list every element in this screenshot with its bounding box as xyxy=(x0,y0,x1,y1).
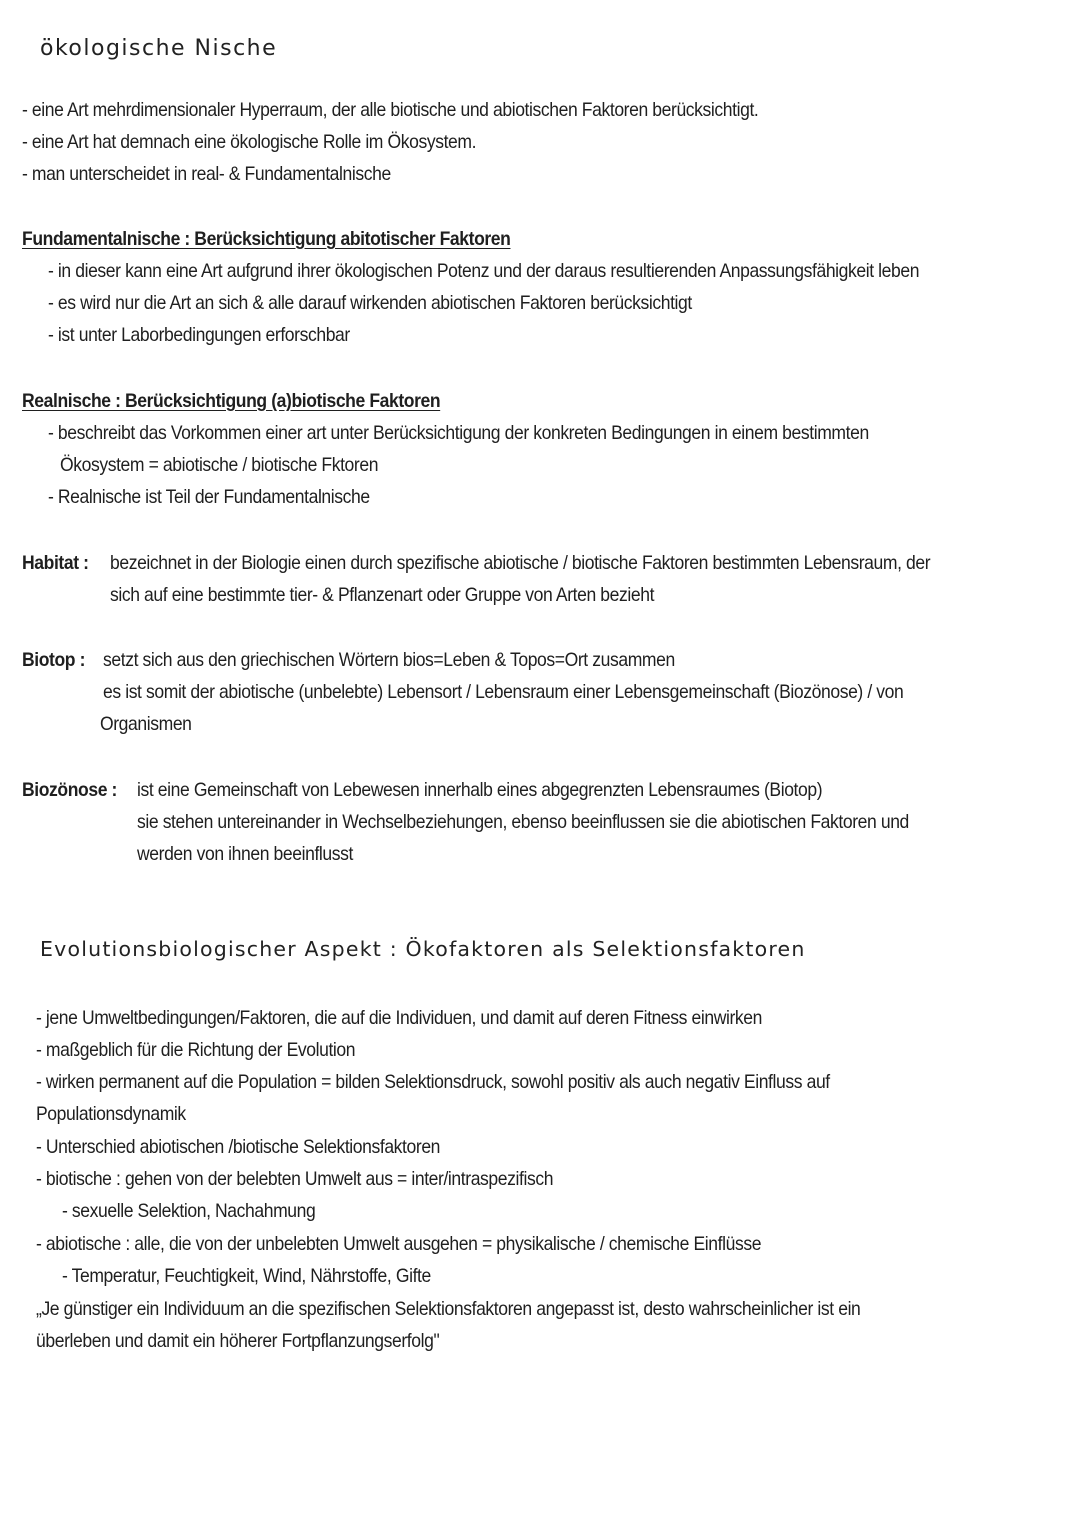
evolution-line-4: Populationsdynamik xyxy=(36,1103,186,1125)
biozoenose-line-1: ist eine Gemeinschaft von Lebewesen innerhalb eines abgegrenzten Lebensraumes (Biotop) xyxy=(137,779,823,801)
biotop-line-2: es ist somit der abiotische (unbelebte) Lebensort / Lebensraum einer Lebensgemeinschaft (Biozönose) / von xyxy=(103,681,904,703)
evolution-line-1: - jene Umweltbedingungen/Faktoren, die auf die Individuen, und damit auf deren Fitness einwirken xyxy=(36,1007,762,1029)
evolution-quote-line-1: „Je günstiger ein Individuum an die spezifischen Selektionsfaktoren angepasst ist, desto wahrscheinlicher ist ein xyxy=(36,1298,861,1320)
nische-bullet-1: - eine Art mehrdimensionaler Hyperraum, der alle biotische und abiotischen Faktoren berücksichtigt. xyxy=(22,99,759,121)
biozoenose-term: Biozönose : xyxy=(22,779,117,801)
fundamentalnische-line-1: - in dieser kann eine Art aufgrund ihrer ökologischen Potenz und der daraus resultierenden Anpassungsfähigkeit leben xyxy=(48,260,920,282)
nische-bullet-2: - eine Art hat demnach eine ökologische Rolle im Ökosystem. xyxy=(22,131,477,153)
evolution-line-6: - biotische : gehen von der belebten Umwelt aus = inter/intraspezifisch xyxy=(36,1168,554,1190)
evolution-line-8: - abiotische : alle, die von der unbelebten Umwelt ausgehen = physikalische / chemische Einflüsse xyxy=(36,1233,762,1255)
biozoenose-line-2: sie stehen untereinander in Wechselbeziehungen, ebenso beeinflussen sie die abiotischen Faktoren und xyxy=(137,811,909,833)
biotop-line-3: Organismen xyxy=(100,713,192,735)
evolution-line-2: - maßgeblich für die Richtung der Evolution xyxy=(36,1039,356,1061)
evolution-line-7: - sexuelle Selektion, Nachahmung xyxy=(62,1200,316,1222)
heading-evolutionsbiologischer-aspekt: Evolutionsbiologischer Aspekt : Ökofaktoren als Selektionsfaktoren xyxy=(40,937,806,961)
biozoenose-line-3: werden von ihnen beeinflusst xyxy=(137,843,353,865)
habitat-term: Habitat : xyxy=(22,552,89,574)
realnische-line-1: - beschreibt das Vorkommen einer art unter Berücksichtigung der konkreten Bedingungen in einem bestimmten xyxy=(48,422,869,444)
biotop-term: Biotop : xyxy=(22,649,86,671)
habitat-line-1: bezeichnet in der Biologie einen durch spezifische abiotische / biotische Faktoren bestimmten Lebensraum, der xyxy=(110,552,931,574)
fundamentalnische-line-2: - es wird nur die Art an sich & alle darauf wirkenden abiotischen Faktoren berücksichtigt xyxy=(48,292,692,314)
realnische-title: Realnische : Berücksichtigung (a)biotische Faktoren xyxy=(22,390,441,412)
evolution-quote-line-2: überleben und damit ein höherer Fortpflanzungserfolg" xyxy=(36,1330,440,1352)
evolution-line-5: - Unterschied abiotischen /biotische Selektionsfaktoren xyxy=(36,1136,441,1158)
fundamentalnische-title: Fundamentalnische : Berücksichtigung abitotischer Faktoren xyxy=(22,228,511,250)
evolution-line-9: - Temperatur, Feuchtigkeit, Wind, Nährstoffe, Gifte xyxy=(62,1265,431,1287)
nische-bullet-3: - man unterscheidet in real- & Fundamentalnische xyxy=(22,163,391,185)
evolution-line-3: - wirken permanent auf die Population = bilden Selektionsdruck, sowohl positiv als auch negativ Einfluss auf xyxy=(36,1071,830,1093)
realnische-line-3: - Realnische ist Teil der Fundamentalnische xyxy=(48,486,370,508)
realnische-line-2: Ökosystem = abiotische / biotische Fktoren xyxy=(60,454,379,476)
heading-oekologische-nische: ökologische Nische xyxy=(40,36,278,61)
biotop-line-1: setzt sich aus den griechischen Wörtern bios=Leben & Topos=Ort zusammen xyxy=(103,649,675,671)
habitat-line-2: sich auf eine bestimmte tier- & Pflanzenart oder Gruppe von Arten bezieht xyxy=(110,584,655,606)
fundamentalnische-line-3: - ist unter Laborbedingungen erforschbar xyxy=(48,324,350,346)
